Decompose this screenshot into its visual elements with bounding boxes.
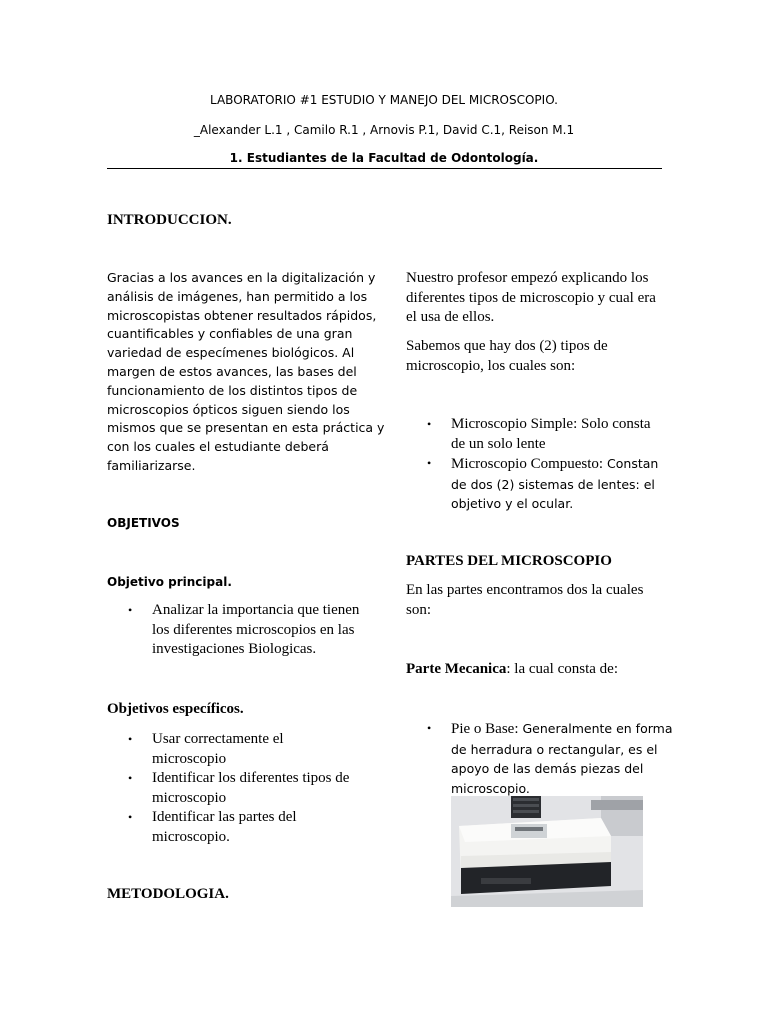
bullet-icon: • (427, 456, 432, 470)
list-item-line: de un solo lente (451, 435, 546, 452)
list-item-line: microscopio (152, 789, 227, 806)
list-item (406, 719, 676, 798)
term-label: Microscopio Compuesto: (451, 456, 604, 472)
intro-line: funcionamiento de los distintos tipos de (107, 382, 358, 398)
authors-line: _Alexander L.1 , Camilo R.1 , Arnovis P.1, David C.1, Reison M.1 (193, 123, 575, 137)
intro-line: cuantificables y confiables de una gran (107, 326, 353, 342)
affiliation-line: 1. Estudiantes de la Facultad de Odontología. (229, 151, 539, 165)
document-title: LABORATORIO #1 ESTUDIO Y MANEJO DEL MICROSCOPIO. (210, 93, 558, 107)
list-item-line: de herradura o rectangular, es el (451, 741, 658, 757)
list-item-line: Identificar los diferentes tipos de (152, 770, 350, 786)
especificos-list (107, 730, 397, 847)
list-item-line: los diferentes microscopios en las (152, 621, 355, 638)
list-item-line: Analizar la importancia que tienen (152, 602, 360, 618)
term-text: Constan (603, 456, 659, 471)
list-item-line: de dos (2) sistemas de lentes: el (451, 476, 655, 492)
list-item-line: microscopio. (451, 780, 530, 796)
list-item (406, 415, 676, 454)
list-item-line: Microscopio Simple: Solo consta (451, 416, 651, 432)
partes-heading: PARTES DEL MICROSCOPIO (406, 553, 612, 569)
list-item (107, 808, 397, 847)
list-item-line: Usar correctamente el (152, 731, 284, 747)
intro-line: variedad de especímenes biológicos. Al (107, 345, 355, 361)
list-item-line (451, 719, 676, 740)
term-label: Pie o Base: (451, 721, 519, 737)
mecanica-list (406, 719, 676, 798)
mecanica-line (406, 660, 676, 680)
intro-line: microscopistas obtener resultados rápidos, (107, 307, 377, 323)
paragraph-line: son: (406, 601, 432, 618)
list-item-line: investigaciones Biologicas. (152, 641, 317, 657)
microscope-base-photo (451, 796, 643, 907)
paragraph-line: el usa de ellos. (406, 309, 495, 325)
bullet-icon: • (128, 810, 133, 824)
bullet-icon: • (427, 417, 432, 431)
microscope-types-list (406, 415, 676, 514)
types-intro-paragraph (406, 337, 676, 376)
list-item (107, 730, 397, 769)
term-text: Generalmente en forma (518, 721, 673, 736)
intro-line: mismos que se presentan en esta práctica y (107, 420, 385, 436)
intro-line: Gracias a los avances en la digitalización y (107, 270, 376, 285)
list-item-line: apoyo de las demás piezas del (451, 761, 644, 776)
principal-heading: Objetivo principal. (107, 575, 232, 589)
paragraph-line: microscopio, los cuales son: (406, 357, 576, 374)
intro-line: microscopios ópticos siguen siendo los (107, 401, 350, 417)
objetivos-heading: OBJETIVOS (107, 516, 180, 530)
paragraph-line: Sabemos que hay dos (2) tipos de (406, 338, 608, 354)
list-item (107, 769, 397, 808)
list-item-line (451, 454, 676, 475)
list-item-line: Identificar las partes del (152, 809, 297, 825)
list-item-line: microscopio (152, 750, 227, 767)
metodologia-heading: METODOLOGIA. (107, 886, 229, 902)
intro-paragraph (107, 269, 387, 476)
intro-right-paragraph (406, 269, 676, 328)
list-item (107, 601, 397, 660)
microscope-base-illustration (451, 796, 643, 907)
intro-line: con los cuales el estudiante deberá (107, 439, 329, 455)
paragraph-line: diferentes tipos de microscopio y cual era (406, 289, 656, 306)
intro-line: familiarizarse. (107, 457, 196, 473)
principal-list (107, 601, 397, 660)
bullet-icon: • (128, 603, 133, 617)
bullet-icon: • (128, 732, 133, 746)
header-divider (107, 168, 662, 169)
partes-paragraph (406, 581, 676, 620)
mecanica-label: Parte Mecanica (406, 661, 507, 677)
intro-line: análisis de imágenes, han permitido a los (107, 288, 368, 304)
list-item-line: microscopio. (152, 828, 230, 845)
bullet-icon: • (128, 771, 133, 785)
list-item-line: objetivo y el ocular. (451, 496, 574, 511)
paragraph-line: En las partes encontramos dos la cuales (406, 582, 644, 598)
especificos-heading: Objetivos específicos. (107, 701, 244, 717)
intro-heading: INTRODUCCION. (107, 212, 232, 228)
paragraph-line: Nuestro profesor empezó explicando los (406, 270, 649, 286)
mecanica-text: : la cual consta de: (506, 661, 618, 677)
bullet-icon: • (427, 721, 432, 735)
list-item (406, 454, 676, 514)
intro-line: margen de estos avances, las bases del (107, 363, 357, 379)
